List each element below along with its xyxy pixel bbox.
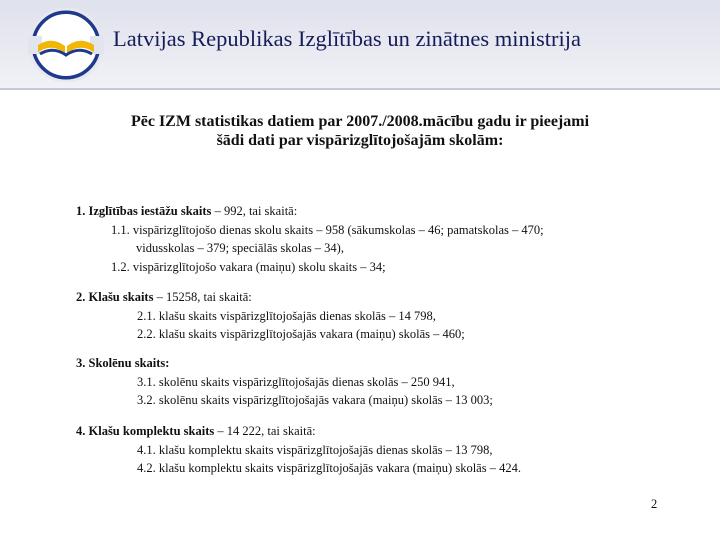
section-title-bold: 4. Klašu komplektu skaits — [76, 424, 215, 438]
list-item: 3.1. skolēnu skaits vispārizglītojošajās dienas skolās – 250 941, — [137, 374, 455, 389]
heading-line-2: šādi dati par vispārizglītojošajām skolām: — [216, 132, 504, 149]
section-pupils — [76, 354, 493, 410]
ministry-logo-icon — [28, 8, 104, 82]
section-classes — [76, 288, 465, 344]
section-title-rest: – 15258, tai skaitā: — [153, 290, 252, 304]
section-title-rest: – 992, tai skaitā: — [211, 204, 298, 218]
list-item: 1.1. vispārizglītojošo dienas skolu skaits – 958 (sākumskolas – 46; pamatskolas – 470; — [111, 222, 544, 237]
list-item: 4.2. klašu komplektu skaits vispārizglītojošajās vakara (maiņu) skolās – 424. — [137, 461, 521, 475]
section-title — [76, 354, 493, 373]
heading-line-1: Pēc IZM statistikas datiem par 2007./2008.mācību gadu ir pieejami — [130, 113, 590, 130]
list-item: 4.1. klašu komplektu skaits vispārizglītojošajās dienas skolās – 13 798, — [137, 442, 493, 457]
section-title — [76, 288, 465, 307]
section-title — [76, 422, 521, 441]
slide-header — [0, 0, 720, 88]
section-title-rest: – 14 222, tai skaitā: — [214, 424, 316, 438]
page-number: 2 — [651, 497, 658, 511]
section-title-bold: 2. Klašu skaits — [76, 290, 154, 304]
section-title-bold: 1. Izglītības iestāžu skaits — [76, 204, 212, 218]
header-divider — [0, 88, 720, 90]
section-title — [76, 202, 544, 221]
list-item-continuation: vidusskolas – 379; speciālās skolas – 34), — [136, 241, 344, 255]
list-item: 3.2. skolēnu skaits vispārizglītojošajās vakara (maiņu) skolās – 13 003; — [137, 393, 493, 407]
list-item: 2.1. klašu skaits vispārizglītojošajās dienas skolās – 14 798, — [137, 308, 436, 323]
section-class-sets — [76, 422, 521, 478]
list-item: 1.2. vispārizglītojošo vakara (maiņu) skolu skaits – 34; — [111, 259, 386, 274]
ministry-title: Latvijas Republikas Izglītības un zinātnes ministrija — [113, 26, 582, 51]
list-item: 2.2. klašu skaits vispārizglītojošajās vakara (maiņu) skolās – 460; — [137, 327, 465, 341]
section-institutions — [76, 202, 544, 276]
slide-heading — [70, 112, 650, 150]
section-title-bold: 3. Skolēnu skaits: — [76, 356, 170, 370]
